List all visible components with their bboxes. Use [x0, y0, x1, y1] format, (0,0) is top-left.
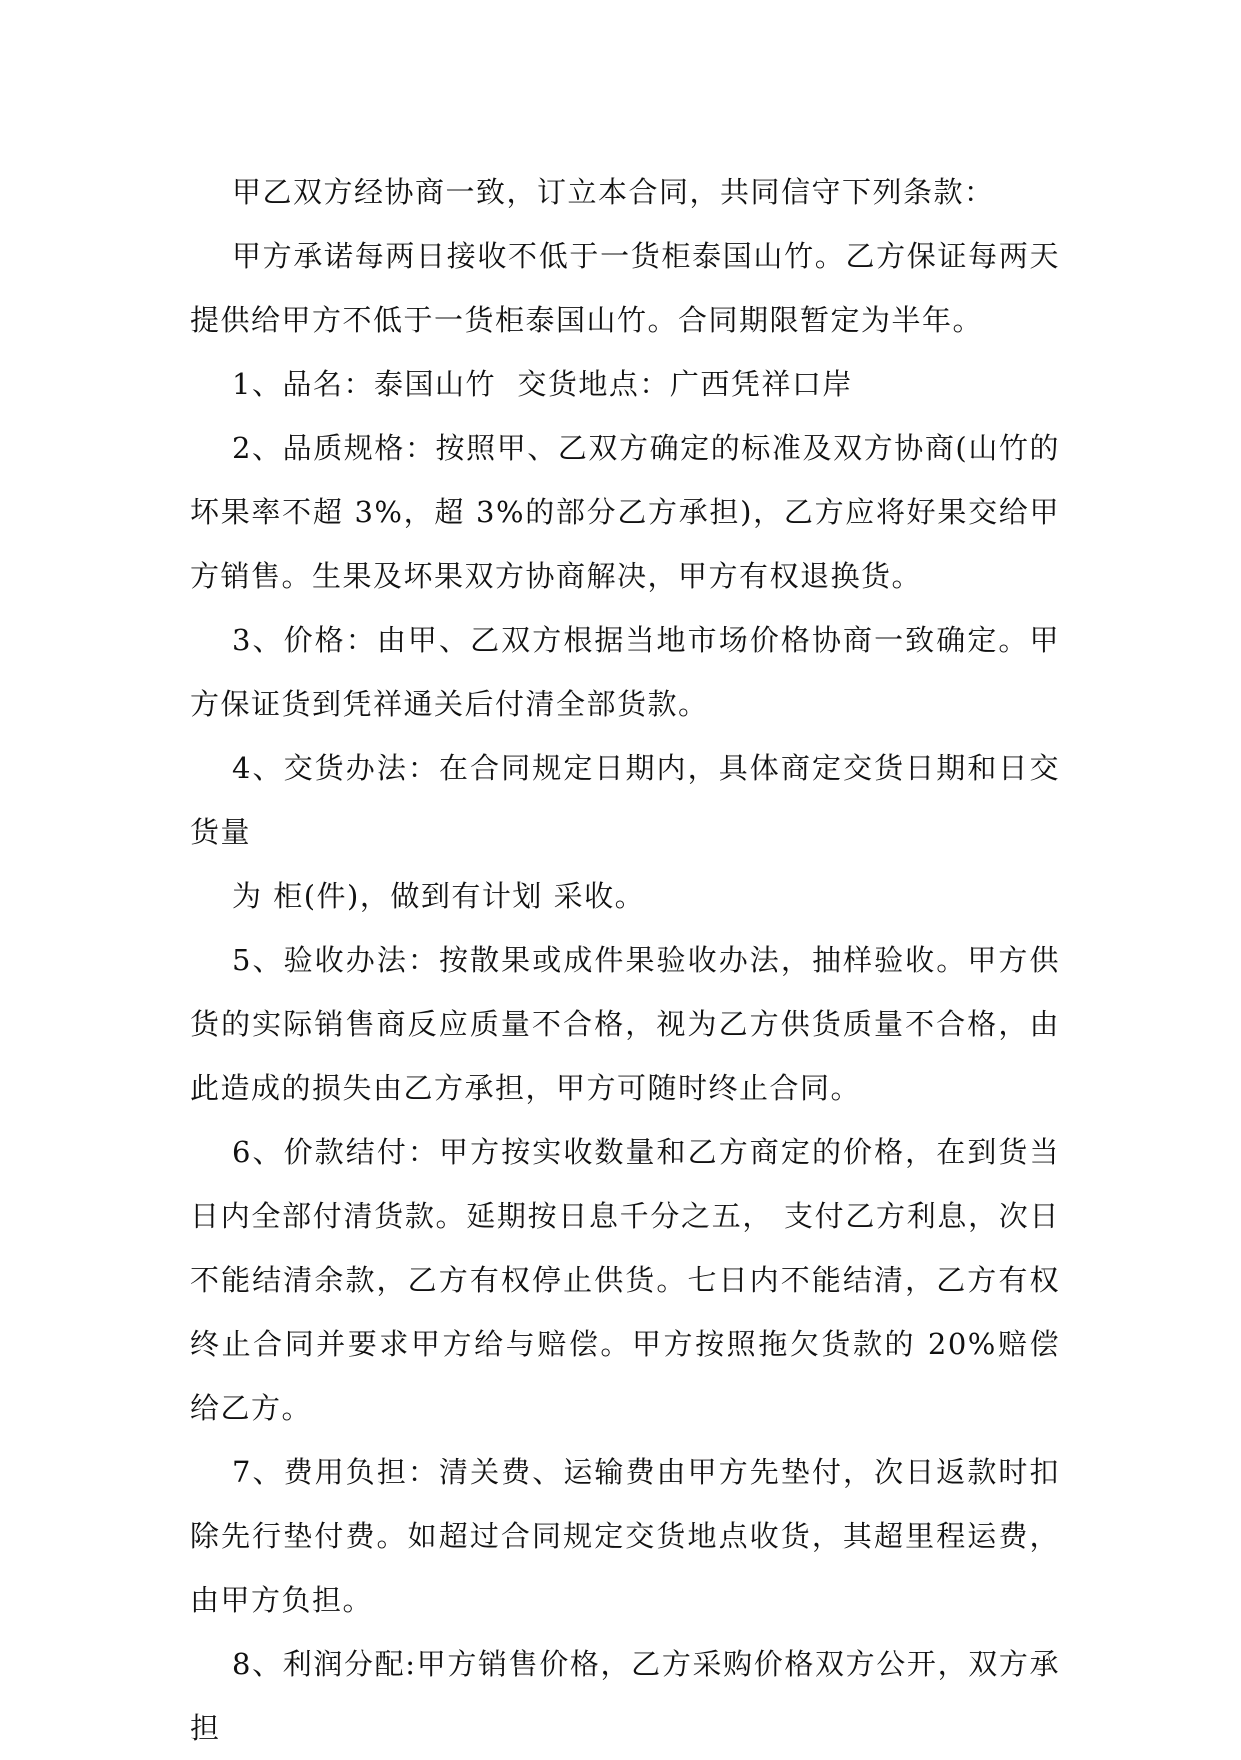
clause-4-delivery-continued: 为 柜(件)，做到有计划 采收。	[232, 879, 646, 913]
clause-6-payment: 6、价款结付：甲方按实收数量和乙方商定的价格，在到货当日内全部付清货款。延期按日息千分之五， 支付乙方利息，次日不能结清余款，乙方有权停止供货。七日内不能结清，乙方有权终止合同并要求甲方给与赔偿。甲方按照拖欠货款的 20%赔偿给乙方。	[190, 1135, 1060, 1425]
clause-8-profit: 8、利润分配:甲方销售价格，乙方采购价格双方公开，双方承担	[190, 1647, 1060, 1745]
clause-3-price: 3、价格：由甲、乙双方根据当地市场价格协商一致确定。甲方保证货到凭祥通关后付清全部货款。	[190, 623, 1060, 721]
clause-1-product-name: 1、品名：泰国山竹 交货地点：广西凭祥口岸	[232, 367, 853, 401]
contract-body	[190, 160, 1060, 1760]
clause-7-costs: 7、费用负担：清关费、运输费由甲方先垫付，次日返款时扣除先行垫付费。如超过合同规定交货地点收货，其超里程运费，由甲方负担。	[190, 1455, 1060, 1617]
paragraph-commitment: 甲方承诺每两日接收不低于一货柜泰国山竹。乙方保证每两天提供给甲方不低于一货柜泰国山竹。合同期限暂定为半年。	[190, 239, 1060, 337]
clause-4-delivery: 4、交货办法：在合同规定日期内，具体商定交货日期和日交货量	[190, 751, 1060, 849]
clause-5-acceptance: 5、验收办法：按散果或成件果验收办法，抽样验收。甲方供货的实际销售商反应质量不合格，视为乙方供货质量不合格，由此造成的损失由乙方承担，甲方可随时终止合同。	[190, 943, 1060, 1105]
paragraph-intro: 甲乙双方经协商一致，订立本合同，共同信守下列条款：	[232, 175, 995, 209]
clause-2-quality: 2、品质规格：按照甲、乙双方确定的标准及双方协商(山竹的坏果率不超 3%，超 3%的部分乙方承担)，乙方应将好果交给甲方销售。生果及坏果双方协商解决，甲方有权退换货。	[190, 431, 1060, 593]
